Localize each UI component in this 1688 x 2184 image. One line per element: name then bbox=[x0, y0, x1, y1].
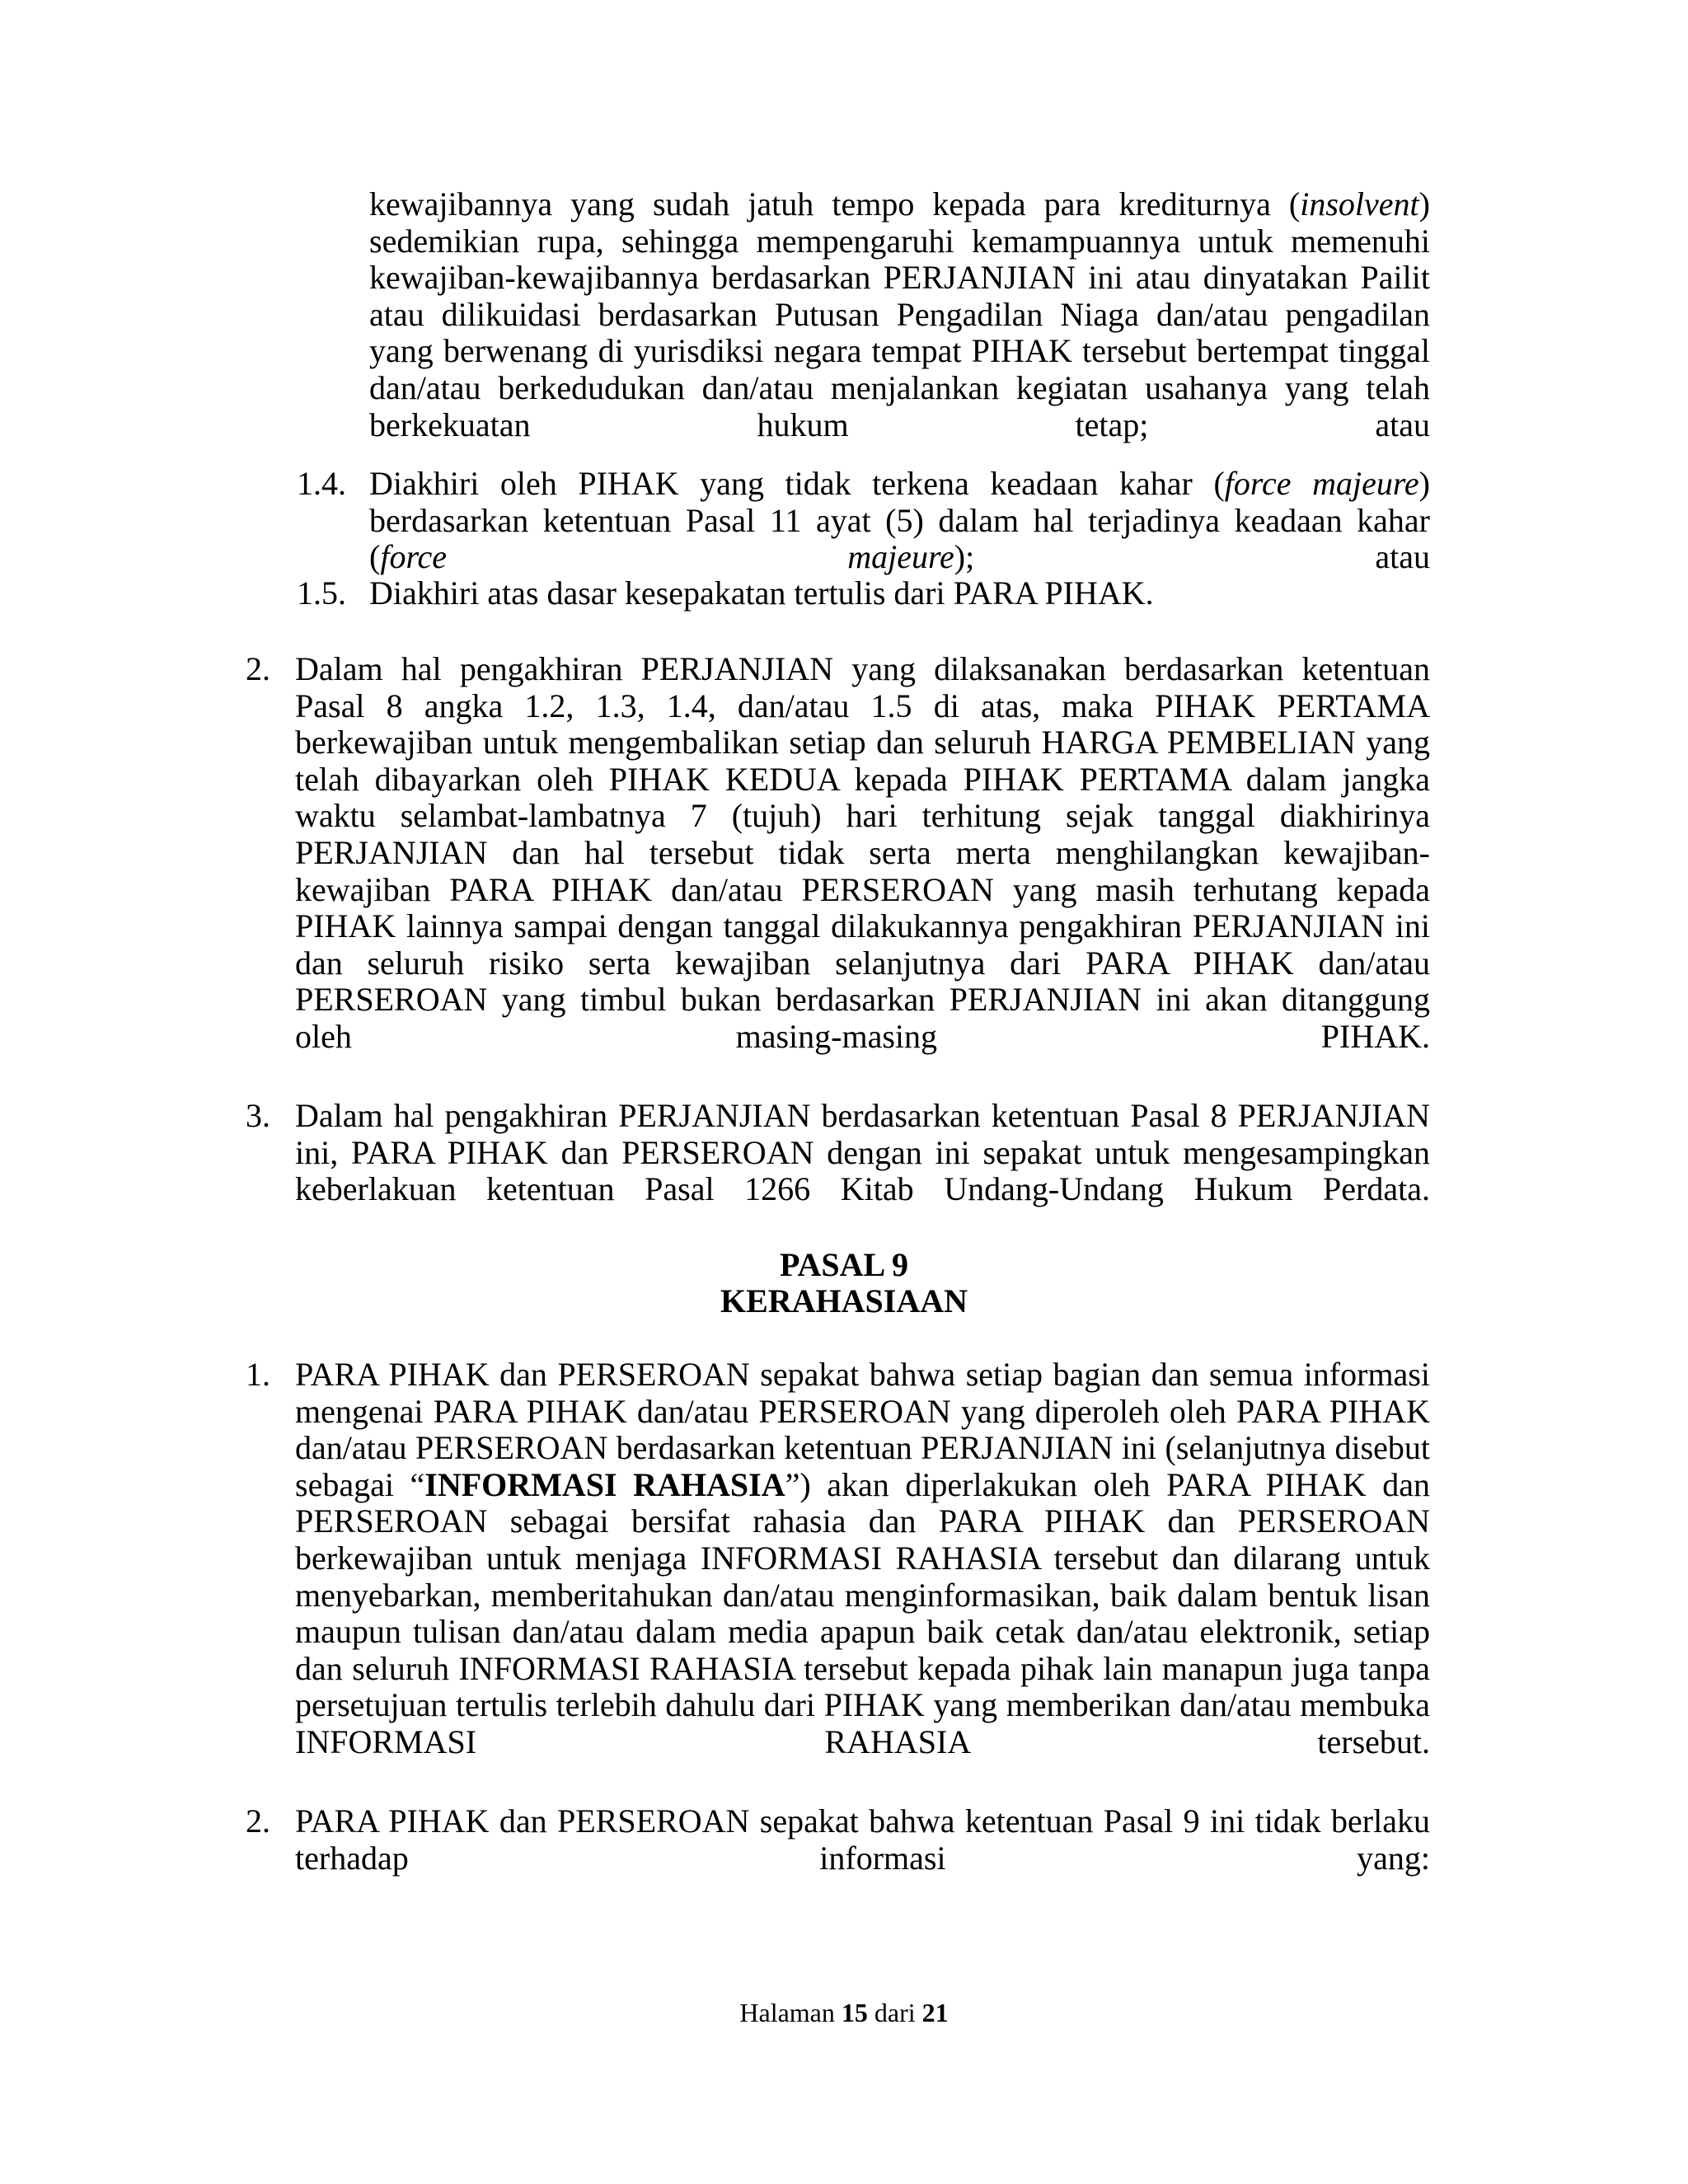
sub-item-number: 1.5. bbox=[297, 574, 346, 612]
sub-item-text-b: ) berdasarkan ketentuan Pasal 11 ayat (5) dalam hal terjadinya keadaan kahar ( bbox=[369, 465, 1430, 576]
sub-item-text-c: ); atau bbox=[954, 538, 1430, 576]
item-text-b: ”) akan diperlakukan oleh PARA PIHAK dan PERSEROAN sebagai bersifat rahasia dan PARA PIHAK dan PERSEROAN berkewajiban untuk menjaga INFORMASI RAHASIA tersebut dan dilarang untuk menyebarkan, memberitahukan dan/atau menginformasikan, baik dalam bentuk lisan maupun tulisan dan/atau dalam media apapun baik cetak dan/atau elektronik, setiap dan seluruh INFORMASI RAHASIA tersebut kepada pihak lain manapun juga tanpa persetujuan tertulis terlebih dahulu dari PIHAK yang memberikan dan/atau membuka INFORMASI RAHASIA tersebut. bbox=[295, 1465, 1430, 1760]
page-footer bbox=[0, 1996, 1688, 2029]
item-text: Dalam hal pengakhiran PERJANJIAN berdasarkan ketentuan Pasal 8 PERJANJIAN ini, PARA PIHAK dan PERSEROAN dengan ini sepakat untuk mengesampingkan keberlakuan ketentuan Pasal 1266 Kitab Undang-Undang Hukum Perdata. bbox=[295, 1097, 1430, 1208]
pasal9-item-1 bbox=[246, 1357, 1430, 1761]
footer-prefix: Halaman bbox=[739, 1998, 835, 2027]
sub-item-text bbox=[369, 466, 1430, 576]
continuation-italic-term: insolvent bbox=[1300, 185, 1419, 223]
section-title: KERAHASIAAN bbox=[720, 1282, 968, 1319]
footer-total-pages: 21 bbox=[921, 1998, 949, 2027]
section-number: PASAL 9 bbox=[780, 1246, 908, 1283]
item-number: 3. bbox=[246, 1097, 270, 1134]
item-text bbox=[295, 1357, 1430, 1761]
pasal9-item-2 bbox=[246, 1803, 1430, 1877]
item-text: PARA PIHAK dan PERSEROAN sepakat bahwa ketentuan Pasal 9 ini tidak berlaku terhadap informasi yang: bbox=[295, 1802, 1430, 1877]
item-number: 2. bbox=[246, 1802, 270, 1840]
footer-current-page: 15 bbox=[841, 1998, 868, 2027]
item-text: Dalam hal pengakhiran PERJANJIAN yang dilaksanakan berdasarkan ketentuan Pasal 8 angka 1.2, 1.3, 1.4, dan/atau 1.5 di atas, maka PIHAK PERTAMA berkewajiban untuk mengembalikan setiap dan seluruh HARGA PEMBELIAN yang telah dibayarkan oleh PIHAK KEDUA kepada PIHAK PERTAMA dalam jangka waktu selambat-lambatnya 7 (tujuh) hari terhitung sejak tanggal diakhirinya PERJANJIAN dan hal tersebut tidak serta merta menghilangkan kewajiban-kewajiban PARA PIHAK dan/atau PERSEROAN yang masih terhutang kepada PIHAK lainnya sampai dengan tanggal dilakukannya pengakhiran PERJANJIAN ini dan seluruh risiko serta kewajiban selanjutnya dari PARA PIHAK dan/atau PERSEROAN yang timbul bukan berdasarkan PERJANJIAN ini akan ditanggung oleh masing-masing PIHAK. bbox=[295, 650, 1430, 1055]
pasal8-item-2 bbox=[246, 651, 1430, 1056]
sub-item-text: Diakhiri atas dasar kesepakatan tertulis dari PARA PIHAK. bbox=[369, 574, 1154, 612]
sub-item-italic-b: force majeure bbox=[380, 538, 954, 576]
sub-item-text-a: Diakhiri oleh PIHAK yang tidak terkena keadaan kahar ( bbox=[369, 465, 1225, 502]
sub-item-1-4 bbox=[297, 466, 1430, 576]
defined-term: INFORMASI RAHASIA bbox=[424, 1465, 785, 1503]
sub-item-italic-a: force majeure bbox=[1224, 465, 1419, 502]
continuation-text-a: kewajibannya yang sudah jatuh tempo kepada para krediturnya ( bbox=[369, 185, 1301, 223]
item-number: 2. bbox=[246, 650, 270, 687]
item-text-a: PARA PIHAK dan PERSEROAN sepakat bahwa setiap bagian dan semua informasi mengenai PARA PIHAK dan/atau PERSEROAN yang diperoleh oleh PARA PIHAK dan/atau PERSEROAN berdasarkan ketentuan PERJANJIAN ini (selanjutnya disebut sebagai “ bbox=[295, 1356, 1430, 1503]
continuation-paragraph bbox=[369, 186, 1430, 443]
item-number: 1. bbox=[246, 1356, 270, 1393]
sub-item-1-5 bbox=[297, 575, 1430, 612]
sub-item-number: 1.4. bbox=[297, 465, 346, 502]
footer-middle: dari bbox=[874, 1998, 916, 2027]
pasal8-item-3 bbox=[246, 1098, 1430, 1208]
continuation-text-b: ) sedemikian rupa, sehingga mempengaruhi kemampuannya untuk memenuhi kewajiban-kewajibannya berdasarkan PERJANJIAN ini atau dinyatakan Pailit atau dilikuidasi berdasarkan Putusan Pengadilan Niaga dan/atau pengadilan yang berwenang di yurisdiksi negara tempat PIHAK tersebut bertempat tinggal dan/atau berkedudukan dan/atau menjalankan kegiatan usahanya yang telah berkekuatan hukum tetap; atau bbox=[369, 185, 1430, 443]
